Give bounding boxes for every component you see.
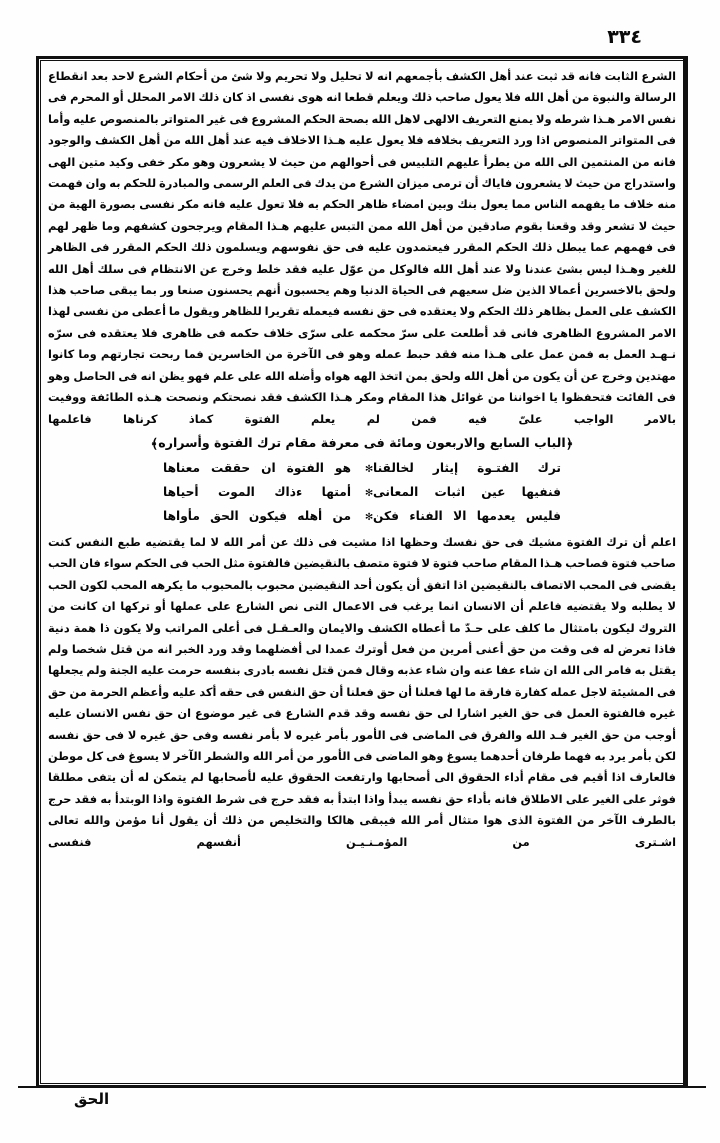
poem-verse [48, 481, 676, 505]
ornament-open-icon: ﴿ [565, 436, 574, 452]
chapter-heading [48, 432, 676, 456]
folio-number: ٣٣٤ [607, 26, 642, 48]
body-paragraph-2: اعلم أن ترك الفتوة مشيك فى حق نفسك وحظها اذا مشيت فى ذلك عن أمر الله لا لما يقتضيه طبع النفس كنت صاحب فتوة فصاحب هـذا المقام صاحب فتوة لا فتوة متصف بالنقيضين فالفتوة مثل الحب فى الحكم سواء فان الحب يقضى فى المحب الاتصاف بالنقيضين اذا اتفق أن يكون أحد النقيضين محبوب بالمحبوب ما يكرهه المحب لكون الحب لا يطلبه ولا يقتضيه فاعلم أن الانسان انما يرغب فى الاعمال التى نص الشارع على عملها أو تركها ان كانت من التروك ليكون بامتثال ما كلف على حـدّ ما أعطاه الكشف والايمان والعـقـل فى أعلى المراتب ولا يكون ذا همة دنية فاذا تعرض له فى وقت من حق أعنى أمرين من فعل أوترك عمدا لى أفضلهما وقد ورد الخبر انه من قتل شخصا ولم يقتل به فامر الى الله ان شاء عفا عنه وان شاء عذبه وقال فمن قتل نفسه بادرى بنفسه حرمت عليه الجنة ولم يجعلها فى المشيئة لاجل عمله كفارة فارقة ما لها فعلنا أن حق فعلنا أن حق النفس فى حقه أكد عليه وأعظم الحرمة من حق غيره فالفتوة العمل فى حق الغير اشارا لى حق نفسه وقد قدم الشارع فى غير موضوع ان حق نفس الانسان عليه أوجب من حق الغير فـد الله والفرق فى الماضى فى الأمور بأمر غيره لا بأمر نفسه وفى حق غيره لا فى حق نفسه لكن بأمر يرد به فهما طرفان أحدهما يسوغ وهو الماضى فى الأمور من أمر الله والشطر الآخر لا يسوغ فى كل موطن فالعارف اذا أقيم فى مقام أداء الحقوق الى أصحابها وارتفعت الحقوق عليه لأصحابها لم يتمكن له أن يتفى مطلقا فوثر على الغير على الاطلاق فانه بأداء حق نفسه يبدأ واذا ابتدأ به فقد حرج فى شرط الفتوة واذا الوبتدأ به فقد حرج بالطرف الآخر من الفتوة الذى هوا متثال أمر الله فيبقى هالكا والتخليص من ذلك أن يقول أنا مؤمن والله تعالى اشـترى من المؤمـنـيـن أنفسهم فنفسى [48, 534, 676, 849]
verse-hemistich-right: أمتها ءذاك الموت أحياها [163, 484, 351, 499]
verse-hemistich-right: هو الفتوة ان حققت معناها [163, 460, 351, 475]
verse-separator-icon: ✻ [364, 511, 373, 523]
verse-separator-icon: ✻ [364, 487, 373, 499]
chapter-heading-text: الباب السابع والاربعون ومائة فى معرفة مقام ترك الفتوة وأسراره [158, 434, 566, 450]
poem-verse [48, 505, 676, 529]
ornament-close-icon: ﴾ [150, 436, 159, 452]
verse-hemistich-left: فليس يعدمها الا الفناء فكن [373, 508, 561, 523]
catchword: الحق [74, 1090, 110, 1108]
poem [48, 457, 676, 529]
page-border-right-rule [683, 58, 685, 1086]
page-bottom-rule [18, 1086, 706, 1088]
verse-hemistich-right: من أهله فيكون الحق مأواها [163, 508, 351, 523]
text-column [48, 66, 676, 1078]
body-paragraph-1: الشرع الثابت فانه قد ثبت عند أهل الكشف بأجمعهم انه لا تحليل ولا تحريم ولا شئ من أحكام الشرع لاحد بعد انقطاع الرسالة والنبوة من أهل الله فلا يعول صاحب ذلك ويعلم قطعا انه هوى نفسى اذ كان ذلك الامر المحلل أو المحرم فى نفس الامر هـذا شرطه ولا يمنع التعريف الالهى لاهل الله بصحة الحكم المشروع فى غير المتواتر بالمنصوص عليه وأما فى المتواتر المنصوص اذا ورد التعريف بخلافه فلا يعول عليه هـذا الاخلاف فيه عند أهل الله من أهل الكشف والوجود فانه من المنتمين الى الله من يطرأ عليهم التلبيس فى أحوالهم من حيث لا يشعرون وهو مكر خفى وكيد متين الهى واستدراج من حيث لا يشعرون فاياك أن ترمى ميزان الشرع من يدك فى العلم الرسمى والمبادرة للحكم به وان فهمت منه خلاف ما يفهمه الناس مما يعول بنك وبين امضاء ظاهر الحكم به فلا تعول عليه فانه مكر نفسى بصورة الهية من حيث لا تشعر وقد وقعنا بقوم صادقين من أهل الله ممن التبس عليهم هـذا المقام ويرجحون كشفهم وما ظهر لهم فى فهمهم عما يبطل ذلك الحكم المقرر فيعتمدون عليه فى حق نفوسهم ويسلمون ذلك الحكم المقرر فى الظاهر للغير وهـذا ليس بشئ عندنا ولا عند أهل الله فالوكل من عوّل عليه فقد خلط وخرج عن الانتظام فى سلك أهل الله ولحق بالاخسرين أعمالا الذين ضل سعيهم فى الحياة الدنيا وهم يحسبون أنهم يحسنون صنعا ور بما يبقى صاحب هذا الكشف على العمل بظاهر ذلك الحكم ولا يعتقده فى حق نفسه فيعمله تقريرا للظاهر ويقول ما أعطى من نفسى لهذا الامر المشروع الظاهرى فانى قد أطلعت على سرّ محكمه على سرّى خلاف حكمه فى ظاهرى فلا يعتقده فى سرّه نـهـد العمل به فمن عمل على هـذا منه فقد حبط عمله وهو فى الآخرة من الخاسرين فما ربحت تجارتهم وما كانوا مهتدين وخرج عن أن يكون من أهل الله ولحق بمن اتخذ الهه هواه وأضله الله على علم فهو يظن انه فى الحاصل وهو فى الفائت فتحفظوا يا اخواننا من غوائل هذا المقام ومكر هـذا الكشف فقد نصحتكم ونصحت هـذه الطائفة ووفيت بالامر الواجب علىّ فيه فمن لم يعلم الفتوة كماذ كرناها فاعلمها [48, 69, 676, 426]
poem-verse [48, 457, 676, 481]
verse-hemistich-left: ترك الفتـوة إيثار لخالقنا [373, 460, 561, 475]
verse-hemistich-left: فنفيها عين اثبات المعانى [373, 484, 561, 499]
verse-separator-icon: ✻ [364, 463, 373, 475]
